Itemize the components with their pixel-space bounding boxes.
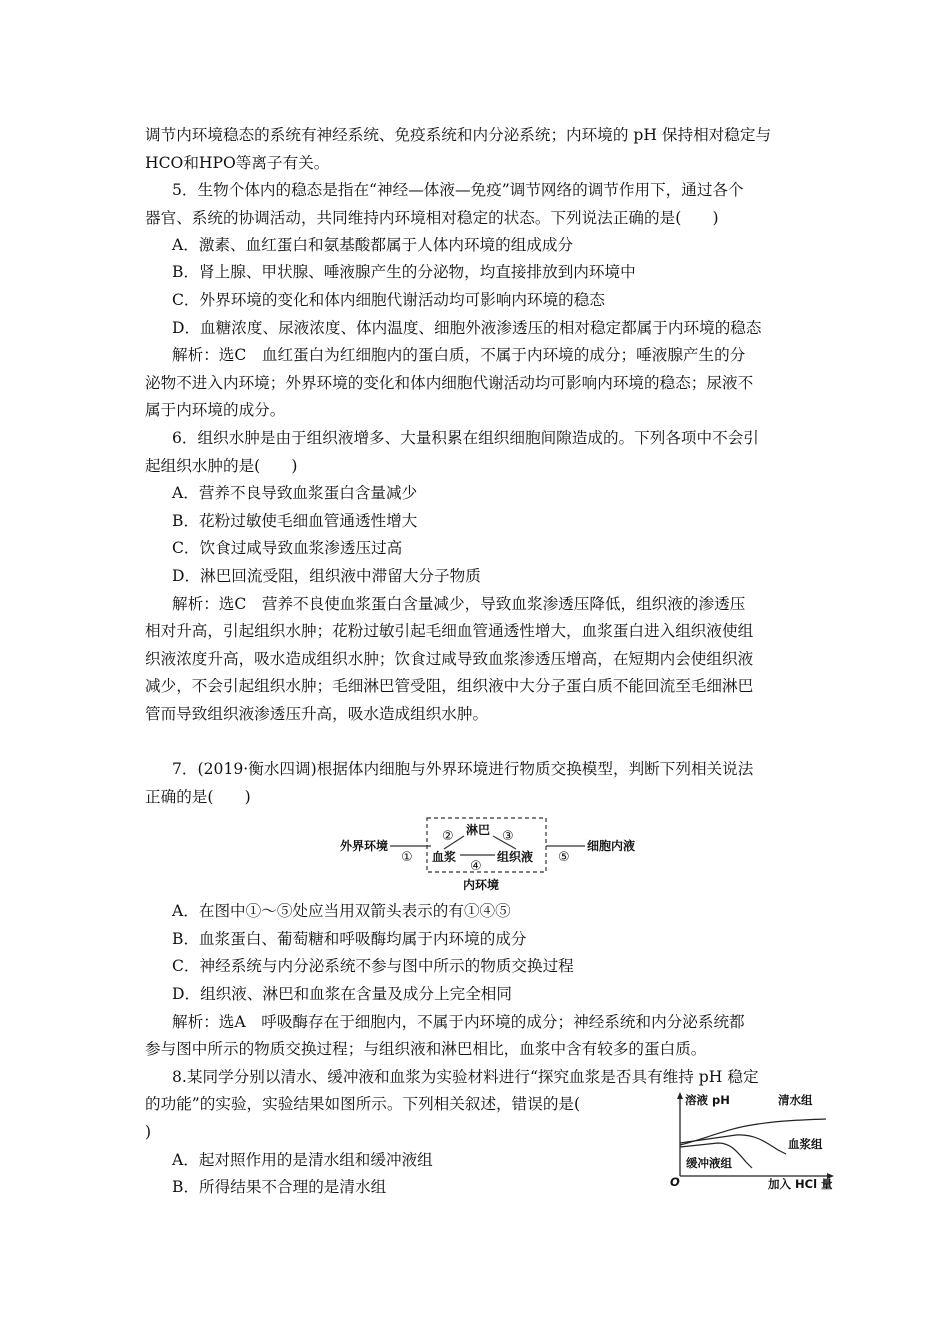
q6-option-c: C．饮食过咸导致血浆渗透压过高 [172,539,403,557]
label-inner-env: 内环境 [463,878,500,892]
q6-analysis-line-5: 管而导致组织液渗透压升高，吸水造成组织水肿。 [145,705,489,723]
y-axis-label: 溶液 pH [685,1093,730,1107]
label-lymph: 淋巴 [466,823,491,837]
q8-stem-line-1: 8.某同学分别以清水、缓冲液和血浆为实验材料进行“探究血浆是否具有维持 pH 稳定 [172,1068,759,1086]
q8-option-b: B．所得结果不合理的是清水组 [172,1178,387,1196]
q7-option-c: C．神经系统与内分泌系统不参与图中所示的物质交换过程 [172,957,574,975]
series-plasma-label: 血浆组 [788,1137,823,1151]
q5-stem-line-1: 5．生物个体内的稳态是指在“神经—体液—免疫”调节网络的调节作用下，通过各个 [172,181,744,199]
q7-analysis-line-1: 解析：选A 呼吸酶存在于细胞内，不属于内环境的成分；神经系统和内分泌系统都 [172,1013,745,1031]
x-axis-label: 加入 HCl 量 [768,1177,833,1190]
label-intracellular: 细胞内液 [587,839,636,853]
q5-analysis-line-1: 解析：选C 血红蛋白为红细胞内的蛋白质，不属于内环境的成分；唾液腺产生的分 [172,346,746,364]
q7-analysis-line-2: 参与图中所示的物质交换过程；与组织液和淋巴相比，血浆中含有较多的蛋白质。 [145,1040,707,1058]
series-plasma-line [680,1135,786,1154]
label-outside: 外界环境 [340,839,389,853]
circle-4: ④ [470,859,482,874]
q7-option-b: B．血浆蛋白、葡萄糖和呼吸酶均属于内环境的成分 [172,930,527,948]
ph-chart [668,1090,838,1190]
series-water-label: 清水组 [778,1093,813,1107]
q7-option-d: D．组织液、淋巴和血浆在含量及成分上完全相同 [172,985,512,1003]
q6-analysis-line-3: 织液浓度升高，吸水造成组织水肿；饮食过咸导致血浆渗透压增高，在短期内会使组织液 [145,650,754,668]
label-tissue-fluid: 组织液 [497,850,534,864]
origin-label: O [670,1175,680,1189]
series-buffer-label: 缓冲液组 [686,1156,732,1170]
circle-3: ③ [502,829,514,844]
label-plasma: 血浆 [432,850,457,864]
q6-analysis-line-2: 相对升高，引起组织水肿；花粉过敏引起毛细血管通透性增大，血浆蛋白进入组织液使组 [145,622,754,640]
circle-1: ① [401,850,413,865]
q5-option-b: B．肾上腺、甲状腺、唾液腺产生的分泌物，均直接排放到内环境中 [172,263,636,281]
q6-option-d: D．淋巴回流受阻，组织液中滞留大分子物质 [172,567,481,585]
q7-option-a: A．在图中①～⑤处应当用双箭头表示的有①④⑤ [172,902,511,920]
q7-stem-line-1: 7．(2019·衡水四调)根据体内细胞与外界环境进行物质交换模型，判断下列相关说法 [172,760,754,778]
q7-stem-line-2: 正确的是( ) [145,788,251,806]
q5-option-a: A．激素、血红蛋白和氨基酸都属于人体内环境的组成成分 [172,236,574,254]
inner-environment-diagram [340,814,650,898]
intro-line-1: 调节内环境稳态的系统有神经系统、免疫系统和内分泌系统；内环境的 pH 保持相对稳定与 [145,126,772,144]
q5-stem-line-2: 器官、系统的协调活动，共同维持内环境相对稳定的状态。下列说法正确的是( ) [145,209,719,227]
q5-option-c: C．外界环境的变化和体内细胞代谢活动均可影响内环境的稳态 [172,291,605,309]
circle-2: ② [442,829,454,844]
q6-stem-line-1: 6．组织水肿是由于组织液增多、大量积累在组织细胞间隙造成的。下列各项中不会引 [172,429,759,447]
q5-analysis-line-3: 属于内环境的成分。 [145,401,286,419]
circle-5: ⑤ [558,850,570,865]
q6-option-b: B．花粉过敏使毛细血管通透性增大 [172,512,418,530]
q5-analysis-line-2: 泌物不进入内环境；外界环境的变化和体内细胞代谢活动均可影响内环境的稳态；尿液不 [145,374,754,392]
q6-analysis-line-1: 解析：选C 营养不良使血浆蛋白含量减少，导致血浆渗透压降低，组织液的渗透压 [172,595,746,613]
q8-option-a: A．起对照作用的是清水组和缓冲液组 [172,1151,433,1169]
q6-analysis-line-4: 减少，不会引起组织水肿；毛细淋巴管受阻，组织液中大分子蛋白质不能回流至毛细淋巴 [145,677,754,695]
q6-option-a: A．营养不良导致血浆蛋白含量减少 [172,484,418,502]
q8-stem-line-2: 的功能”的实验，实验结果如图所示。下列相关叙述，错误的是( [145,1095,581,1113]
intro-line-2: HCO和HPO等离子有关。 [145,154,330,172]
q8-stem-line-3: ) [145,1123,152,1141]
y-axis-arrow [677,1092,683,1099]
q6-stem-line-2: 起组织水肿的是( ) [145,457,298,475]
q5-option-d: D．血糖浓度、尿液浓度、体内温度、细胞外液渗透压的相对稳定都属于内环境的稳态 [172,319,762,337]
